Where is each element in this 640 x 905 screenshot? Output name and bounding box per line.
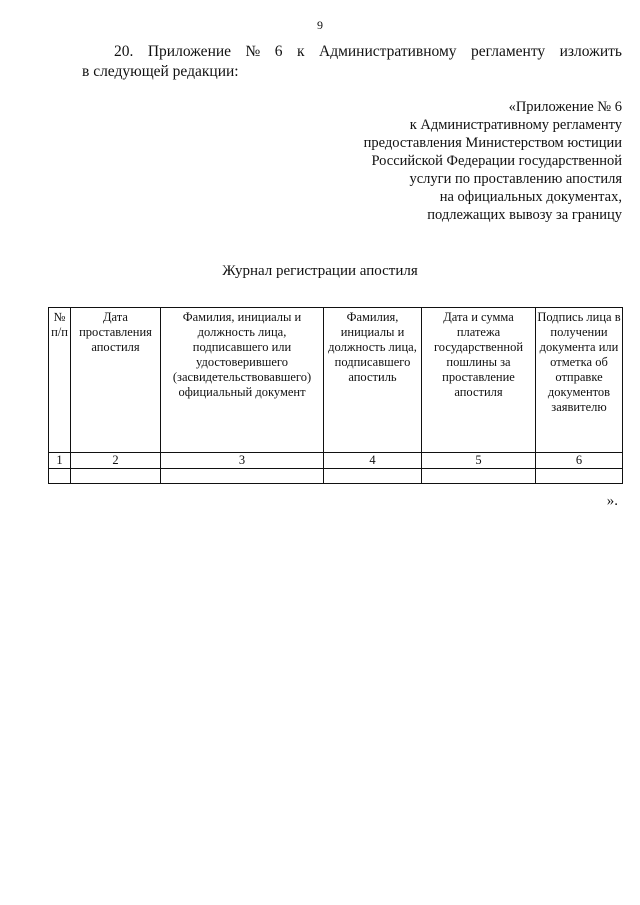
amendment-paragraph [82, 42, 622, 82]
table-row-column-numbers [49, 453, 623, 469]
column-header-date: Дата проставления апостиля [71, 308, 161, 453]
annex-header-line: услуги по проставлению апостиля [409, 171, 622, 187]
annex-header-line: подлежащих вывозу за границу [427, 207, 622, 223]
table-row-empty [49, 469, 623, 484]
page-number: 9 [317, 18, 323, 32]
column-header-receipt-signature: Подпись лица в получении документа или отметка об отправке документов заявителю [536, 308, 623, 453]
table-cell [49, 469, 71, 484]
column-number: 6 [536, 453, 623, 469]
annex-header-line: к Административному регламенту [409, 117, 622, 133]
closing-quote-mark: ». [606, 493, 618, 509]
annex-header [322, 98, 622, 224]
annex-header-line: Российской Федерации государственной [371, 153, 622, 169]
paragraph-word: Приложение [147, 43, 232, 60]
column-number: 4 [324, 453, 422, 469]
paragraph-word: 6 [274, 43, 283, 60]
paragraph-word: регламенту [471, 43, 546, 60]
column-header-fee: Дата и сумма платежа государственной пошлины за проставление апостиля [422, 308, 536, 453]
table-cell [71, 469, 161, 484]
paragraph-word: № [245, 43, 261, 60]
journal-table [48, 307, 623, 484]
table-header-row [49, 308, 623, 453]
paragraph-line-1 [82, 42, 622, 62]
column-number: 2 [71, 453, 161, 469]
paragraph-word: Административному [319, 43, 457, 60]
paragraph-word: изложить [559, 43, 622, 60]
journal-title: Журнал регистрации апостиля [222, 263, 418, 279]
paragraph-word: к [297, 43, 305, 60]
paragraph-line-2: в следующей редакции: [82, 63, 239, 80]
paragraph-number: 20. [114, 43, 134, 60]
column-number: 5 [422, 453, 536, 469]
column-number: 1 [49, 453, 71, 469]
annex-header-line: предоставления Министерством юстиции [363, 135, 622, 151]
column-number: 3 [161, 453, 324, 469]
table-cell [536, 469, 623, 484]
annex-header-line: «Приложение № 6 [508, 99, 622, 115]
column-header-apostille-signer: Фамилия, инициалы и должность лица, подписавшего апостиль [324, 308, 422, 453]
table-cell [422, 469, 536, 484]
table-cell [324, 469, 422, 484]
table-cell [161, 469, 324, 484]
column-header-document-signer: Фамилия, инициалы и должность лица, подписавшего или удостоверившего (засвидетельствовавшего) официальный документ [161, 308, 324, 453]
column-header-number: № п/п [49, 308, 71, 453]
annex-header-line: на официальных документах, [439, 189, 622, 205]
